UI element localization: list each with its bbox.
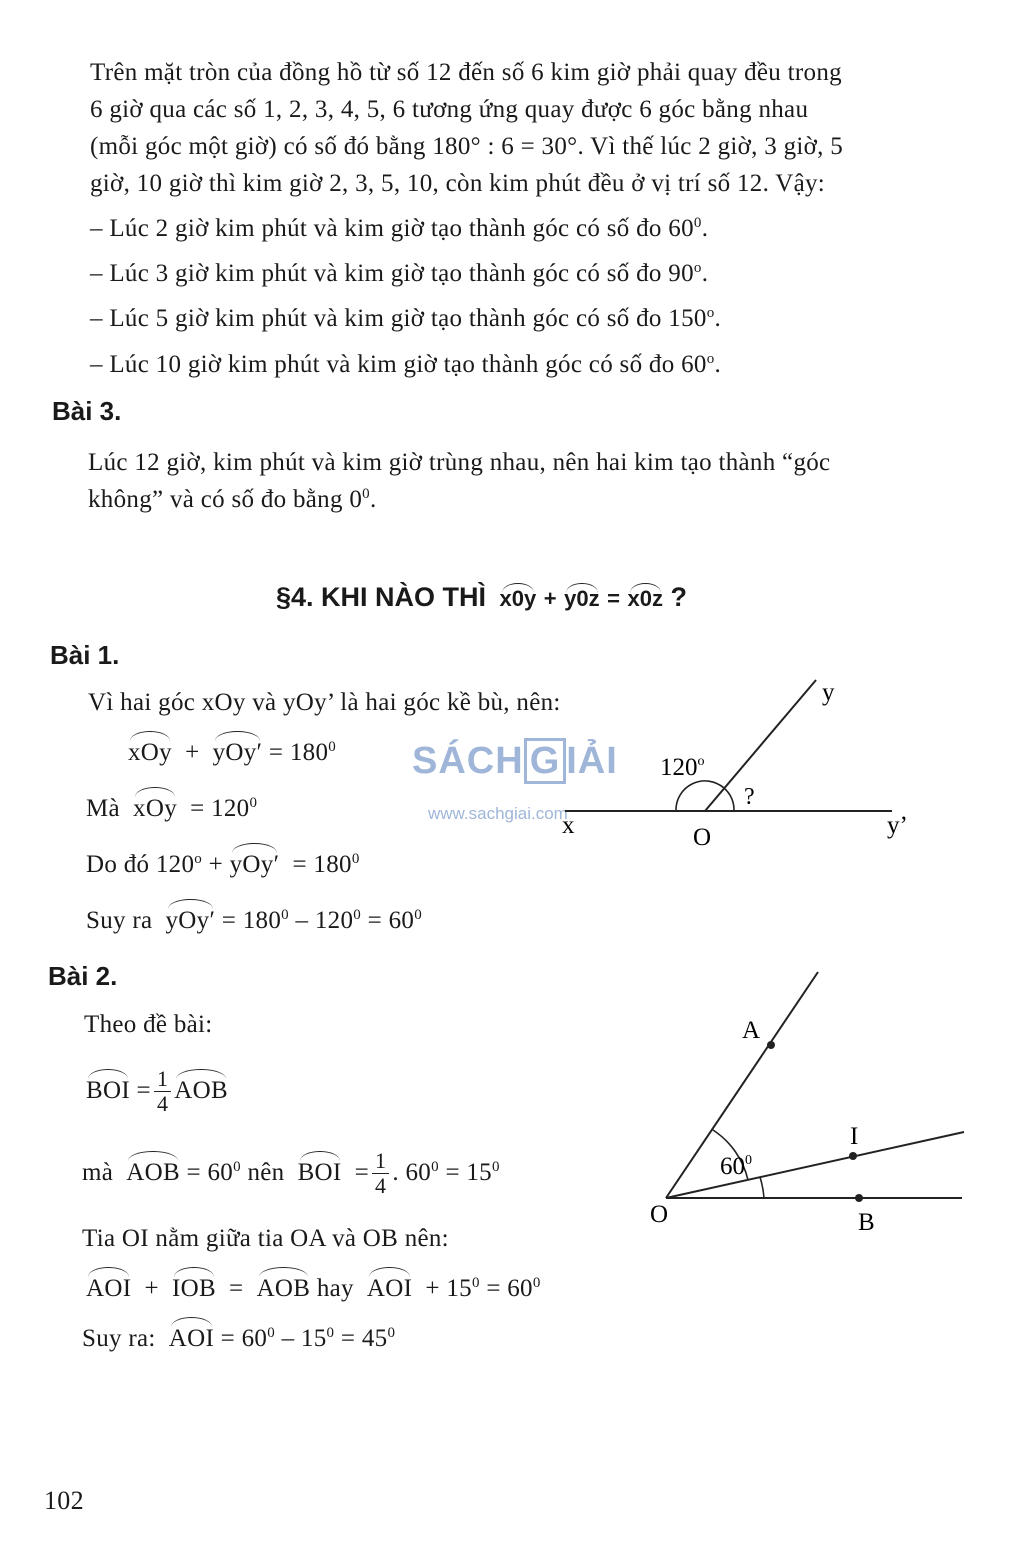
bai3-line-1: Lúc 12 giờ, kim phút và kim giờ trùng nhau, nên hai kim tạo thành “góc [88,449,831,476]
bai2-line-6: Suy ra: AOI = $60^0 - 15^0 = 45^0$ [82,1320,395,1358]
figure-angle-bisect [630,960,990,1250]
figure-supplementary-angles [540,660,940,860]
angle-y0z: y0z [564,586,600,611]
bai3-line-2: không” và có số đo bằng $0^0$. [88,486,377,513]
bullet-item: – Lúc 10 giờ kim phút và kim giờ tạo thành góc có số đo 60$^o$. [90,351,722,378]
bai2-heading: Bài 2. [48,961,118,991]
label-o: O [650,1201,669,1228]
label-y: y [822,679,835,706]
ray-oy [705,680,816,811]
bullet-item: – Lúc 2 giờ kim phút và kim giờ tạo thành góc có số đo $60^0$. [90,215,709,242]
label-x: x [562,812,575,839]
angle-x0z: x0z [627,586,664,611]
bai1-heading: Bài 1. [50,640,120,670]
watermark-url: www.sachgiai.com [428,804,568,823]
point-a [767,1041,775,1049]
point-i [849,1152,857,1160]
intro-line-2: 6 giờ qua các số 1, 2, 3, 4, 5, 6 tương ứng quay được 6 góc bằng nhau [90,96,809,123]
bai1-line-2: xOy + $yOy' = 180^0$ [128,734,336,772]
arc-question [724,788,734,811]
label-i: I [850,1123,859,1150]
point-b [855,1194,863,1202]
arc-boi [760,1177,764,1198]
bai2-line-5: AOI + IOB = AOB hay AOI + $15^0 = 60^0$ [86,1270,541,1308]
intro-line-4: giờ, 10 giờ thì kim giờ 2, 3, 5, 10, còn kim phút đều ở vị trí số 12. Vậy: [90,170,826,197]
page-number: 102 [44,1486,84,1515]
section-title: §4. KHI NÀO THÌ x0y + y0z = x0z ? [276,582,688,612]
intro-line-3: (mỗi góc một giờ) có số đó bằng 180° : 6 = 30°. Vì thế lúc 2 giờ, 3 giờ, 5 [90,133,844,160]
bullet-item: – Lúc 3 giờ kim phút và kim giờ tạo thành góc có số đo 90$^o$. [90,260,709,287]
angle-x0y: x0y [499,586,537,611]
bai2-line-3: mà AOB = 60 $^0$ nên BOI = $\frac{1}{4}$ . 60 $^0$ = 15 $^0$ [82,1147,500,1198]
label-y-prime: y’ [887,812,908,839]
label-question: ? [744,784,755,810]
label-angle-120: 120$^o$ [660,754,705,781]
bullet-item: – Lúc 5 giờ kim phút và kim giờ tạo thành góc có số đo 150$^o$. [90,305,722,332]
watermark-logo: SÁCH G IẢI [412,740,618,782]
bai1-line-4: Do đó $120^o + yOy' = 180^0$ [86,846,360,884]
bai1-line-1: Vì hai góc xOy và yOy’ là hai góc kề bù, nên: [88,689,561,716]
intro-line-1: Trên mặt tròn của đồng hồ từ số 12 đến số 6 kim giờ phải quay đều trong [90,59,842,86]
ray-oi [666,1132,964,1198]
bai2-line-2: BOI = $\frac{1}{4}$ AOB [86,1065,228,1116]
label-b: B [858,1209,875,1236]
label-a: A [742,1017,761,1044]
bai1-line-3: Mà xOy = $120^0$ [86,790,257,828]
label-o: O [693,824,712,851]
bai3-heading: Bài 3. [52,396,122,426]
bai1-line-5: Suy ra $yOy' = 180^0 - 120^0 = 60^0$ [86,902,422,940]
bai2-line-1: Theo đề bài: [84,1011,213,1038]
label-angle-60: $60^0$ [720,1153,752,1180]
bai2-line-4: Tia OI nằm giữa tia OA và OB nên: [82,1225,449,1252]
